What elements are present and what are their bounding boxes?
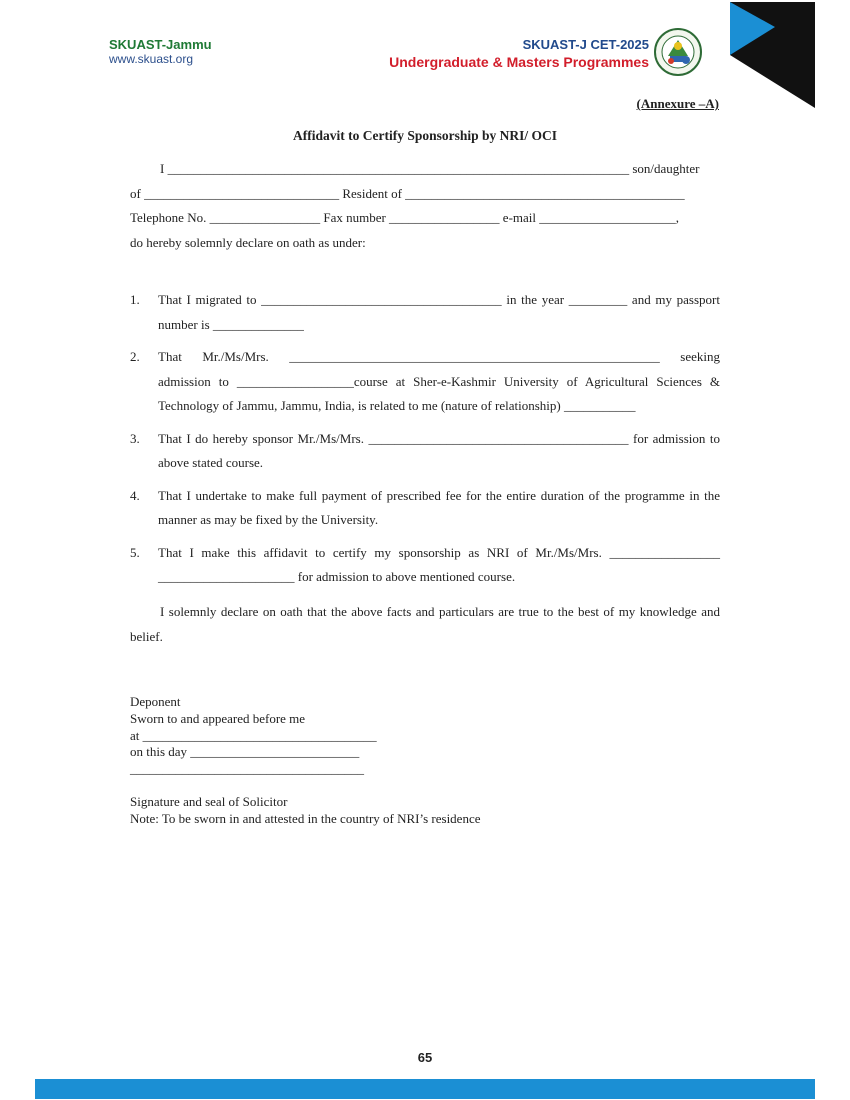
sworn-label: Sworn to and appeared before me xyxy=(130,710,306,726)
item-text: That I migrated to _____________________________________ in the year _________ and my passport number is ______________ xyxy=(158,292,720,332)
exam-title: SKUAST-J CET-2025 xyxy=(522,37,649,52)
list-item xyxy=(130,484,720,533)
item-text: That I make this affidavit to certify my sponsorship as NRI of Mr./Ms/Mrs. _________________ _____________________ for admission to above mentioned course. xyxy=(158,544,720,584)
item-text: That Mr./Ms/Mrs. _________________________________________________________ seeking admission to __________________course at Sher-e-Kashmir University of Agricultural Sciences & Technology of Jammu, Jammu, India, is related to me (nature of relationship) ___________ xyxy=(158,349,720,413)
signature-seal-label: Signature and seal of Solicitor xyxy=(130,793,288,809)
list-item xyxy=(130,345,720,419)
blank-line: ____________________________________ xyxy=(130,761,364,777)
intro-line-1: I _______________________________________________________________________ son/daughter xyxy=(160,161,700,176)
list-item xyxy=(130,427,720,476)
closing-paragraph xyxy=(130,600,720,649)
intro-line-2: of ______________________________ Resident of ___________________________________________ xyxy=(130,185,685,201)
item-number: 1. xyxy=(130,292,140,307)
website-link[interactable]: www.skuast.org xyxy=(109,52,194,66)
programme-title: Undergraduate & Masters Programmes xyxy=(389,54,649,70)
list-item xyxy=(130,288,720,337)
on-day-line: on this day __________________________ xyxy=(130,744,360,760)
document-title: Affidavit to Certify Sponsorship by NRI/ OCI xyxy=(292,128,558,143)
deponent-label: Deponent xyxy=(130,694,181,709)
at-line: at ____________________________________ xyxy=(130,727,377,743)
list-item xyxy=(130,541,720,590)
declaration-list xyxy=(130,288,720,598)
item-number: 2. xyxy=(130,349,140,364)
university-seal-icon xyxy=(653,26,703,78)
note-text: Note: To be sworn in and attested in the country of NRI’s residence xyxy=(130,810,481,826)
page-number: 65 xyxy=(417,1050,433,1065)
intro-line-4: do hereby solemnly declare on oath as under: xyxy=(130,234,366,250)
footer-bar xyxy=(35,1079,815,1099)
item-number: 5. xyxy=(130,544,140,560)
item-number: 3. xyxy=(130,430,140,446)
corner-triangle-decoration xyxy=(730,2,815,108)
closing-text: I solemnly declare on oath that the above facts and particulars are true to the best of my knowledge and belief. xyxy=(130,604,720,644)
org-name: SKUAST-Jammu xyxy=(109,37,212,52)
header-right xyxy=(389,37,649,71)
signature-block xyxy=(130,694,481,828)
header-left xyxy=(109,37,212,66)
item-number: 4. xyxy=(130,487,140,503)
item-text: That I do hereby sponsor Mr./Ms/Mrs. ________________________________________ for admission to above stated course. xyxy=(158,430,720,470)
annexure-label: (Annexure –A) xyxy=(636,96,719,111)
intro-paragraph xyxy=(130,157,720,255)
intro-line-3: Telephone No. _________________ Fax number _________________ e-mail _____________________, xyxy=(130,210,680,225)
item-text: That I undertake to make full payment of prescribed fee for the entire duration of the programme in the manner as may be fixed by the University. xyxy=(158,487,720,527)
